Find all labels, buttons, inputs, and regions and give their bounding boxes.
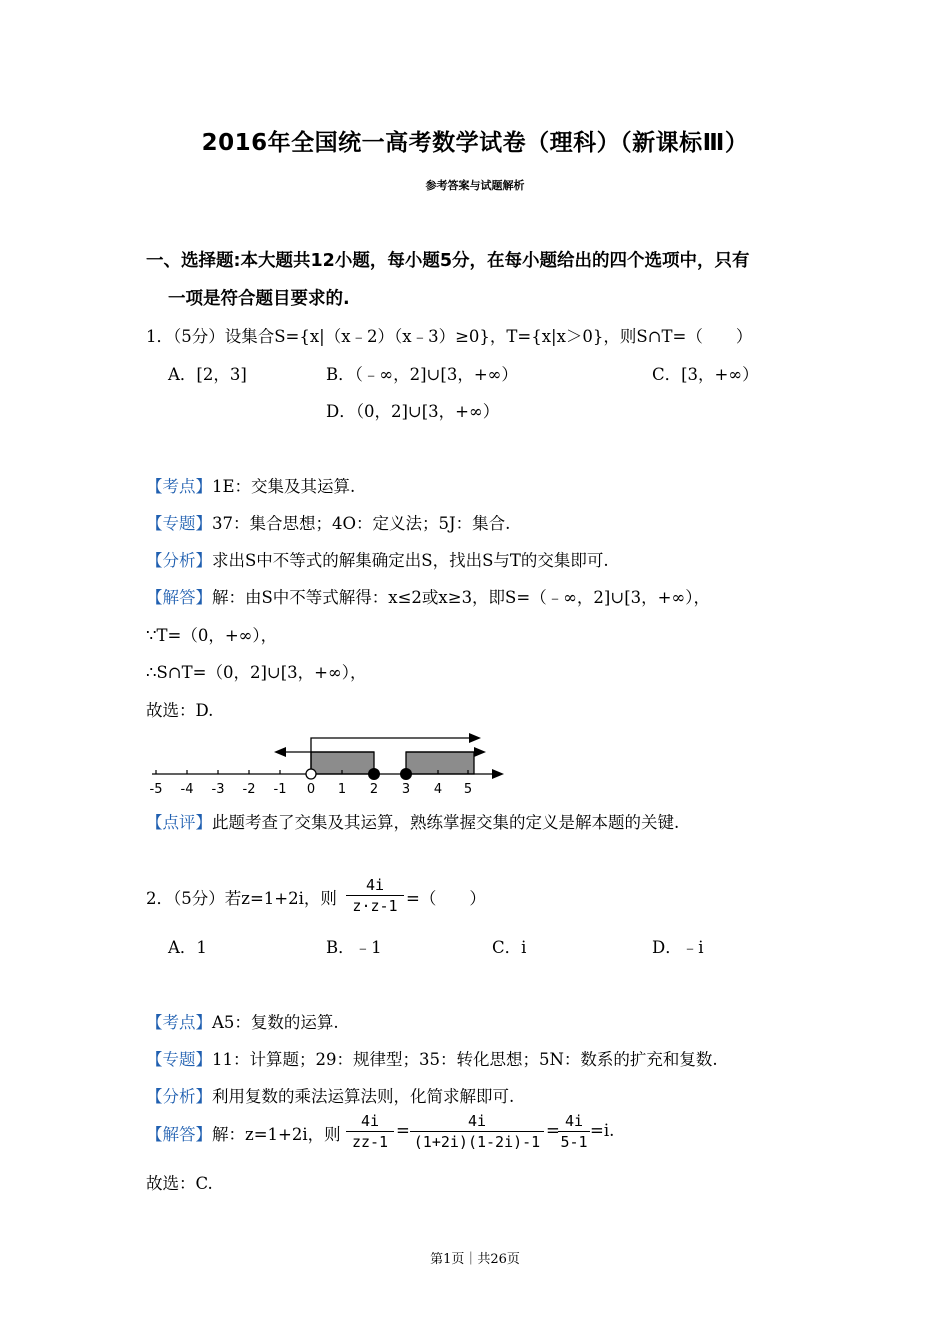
q1-dianping — [146, 809, 679, 833]
q1-kaodian — [146, 473, 355, 497]
q1-answer: 故选：D. — [146, 701, 214, 720]
q1-solution-line3: ∴S∩T=（0，2]∪[3，+∞）， — [146, 663, 367, 682]
q2-zhuanti-tag: 【专题】 — [146, 1050, 212, 1069]
tick-label: 5 — [463, 782, 473, 797]
q2-frac1-num: 4i — [346, 1112, 394, 1132]
page-title: 2016年全国统一高考数学试卷（理科）（新课标Ⅲ） — [201, 130, 749, 156]
tick-label: -1 — [273, 782, 287, 797]
q2-solution-frac3 — [558, 1112, 590, 1151]
section-heading-line2: 一项是符合题目要求的. — [168, 289, 350, 309]
q2-frac3-den: 5-1 — [560, 1133, 588, 1151]
q1-fenxi-text: 求出S中不等式的解集确定出S，找出S与T的交集即可. — [212, 551, 609, 570]
q1-option-c: C．[3，+∞） — [652, 365, 759, 384]
q1-jieda-tag: 【解答】 — [146, 588, 212, 607]
q1-kaodian-tag: 【考点】 — [146, 477, 212, 496]
tick-label: 2 — [369, 782, 379, 797]
q1-option-a: A．[2，3] — [168, 365, 247, 384]
tick-label: 0 — [306, 782, 316, 797]
number-line-figure — [146, 730, 516, 800]
q1-dianping-text: 此题考查了交集及其运算，熟练掌握交集的定义是解本题的关键. — [212, 813, 680, 832]
tick-label: -2 — [242, 782, 256, 797]
q2-stem-pre: 2．（5分）若z=1+2i，则 — [146, 889, 337, 908]
q1-option-b: B．（﹣∞，2]∪[3，+∞） — [326, 365, 518, 384]
tick-label: -5 — [149, 782, 163, 797]
q2-jieda-text: 解：z=1+2i，则 — [212, 1125, 341, 1144]
q2-eq2: = — [546, 1121, 560, 1140]
q2-fenxi-tag: 【分析】 — [146, 1087, 212, 1106]
q2-solution-frac1 — [346, 1112, 394, 1151]
q2-jieda-tag: 【解答】 — [146, 1125, 212, 1144]
q1-zhuanti-text: 37：集合思想；4O：定义法；5J：集合. — [212, 514, 511, 533]
q1-stem: 1．（5分）设集合S={x|（x﹣2）（x﹣3）≥0}，T={x|x＞0}，则S∩T=（ ） — [146, 327, 753, 346]
q1-fenxi — [146, 547, 609, 571]
q2-option-b: B．﹣1 — [326, 938, 382, 957]
closed-point-3 — [400, 768, 412, 780]
q1-zhuanti-tag: 【专题】 — [146, 514, 212, 533]
section-heading-line1: 一、选择题:本大题共12小题，每小题5分，在每小题给出的四个选项中，只有 — [146, 251, 750, 271]
q2-frac1-den: zz-1 — [351, 1133, 389, 1151]
q1-option-d: D．（0，2]∪[3，+∞） — [326, 402, 500, 421]
q2-kaodian-tag: 【考点】 — [146, 1013, 212, 1032]
q2-option-c: C．i — [492, 938, 527, 957]
s-right-arrow-head — [474, 747, 486, 757]
q2-kaodian-text: A5：复数的运算. — [212, 1013, 339, 1032]
q2-zhuanti — [146, 1046, 718, 1070]
q2-frac3-num: 4i — [558, 1112, 590, 1132]
q1-zhuanti — [146, 510, 510, 534]
q2-fenxi-text: 利用复数的乘法运算法则，化简求解即可. — [212, 1087, 515, 1106]
q1-jieda — [146, 584, 710, 608]
tick-label: -3 — [211, 782, 225, 797]
q2-jieda-pre — [146, 1121, 341, 1145]
q2-eq1: = — [396, 1121, 410, 1140]
page-subtitle: 参考答案与试题解析 — [425, 179, 525, 192]
q2-stem-frac-den: z·z-1 — [352, 897, 398, 915]
q1-solution-line2: ∵T=（0，+∞）， — [146, 626, 278, 645]
q2-frac2-num: 4i — [410, 1112, 544, 1132]
t-arrow-head — [469, 733, 481, 743]
q2-stem-frac-num: 4i — [346, 876, 404, 896]
tick-label: 3 — [401, 782, 411, 797]
q1-fenxi-tag: 【分析】 — [146, 551, 212, 570]
q2-frac2-den: (1+2i)(1-2i)-1 — [413, 1133, 541, 1151]
tick-label: 4 — [433, 782, 443, 797]
axis-arrow-head — [492, 769, 504, 779]
q1-jieda-text: 解：由S中不等式解得：x≤2或x≥3，即S=（﹣∞，2]∪[3，+∞）， — [212, 588, 710, 607]
open-point-0 — [306, 769, 316, 779]
q2-solution-frac2 — [410, 1112, 544, 1151]
q2-zhuanti-text: 11：计算题；29：规律型；35：转化思想；5N：数系的扩充和复数. — [212, 1050, 718, 1069]
tick-label: 1 — [337, 782, 347, 797]
q2-option-d: D．﹣i — [652, 938, 704, 957]
q2-answer: 故选：C. — [146, 1174, 213, 1193]
q2-stem-post: =（ ） — [406, 889, 486, 908]
q1-dianping-tag: 【点评】 — [146, 813, 212, 832]
page-footer: 第1页｜共26页 — [430, 1252, 520, 1267]
shade-region-3-5 — [406, 752, 474, 774]
tick-label: -4 — [180, 782, 194, 797]
q2-stem-fraction — [346, 876, 404, 915]
q2-fenxi — [146, 1083, 514, 1107]
q2-kaodian — [146, 1009, 339, 1033]
q1-kaodian-text: 1E：交集及其运算. — [212, 477, 356, 496]
closed-point-2 — [368, 768, 380, 780]
q2-option-a: A．1 — [168, 938, 207, 957]
s-left-arrow-head — [274, 747, 286, 757]
q2-jieda-post: =i. — [590, 1121, 615, 1140]
